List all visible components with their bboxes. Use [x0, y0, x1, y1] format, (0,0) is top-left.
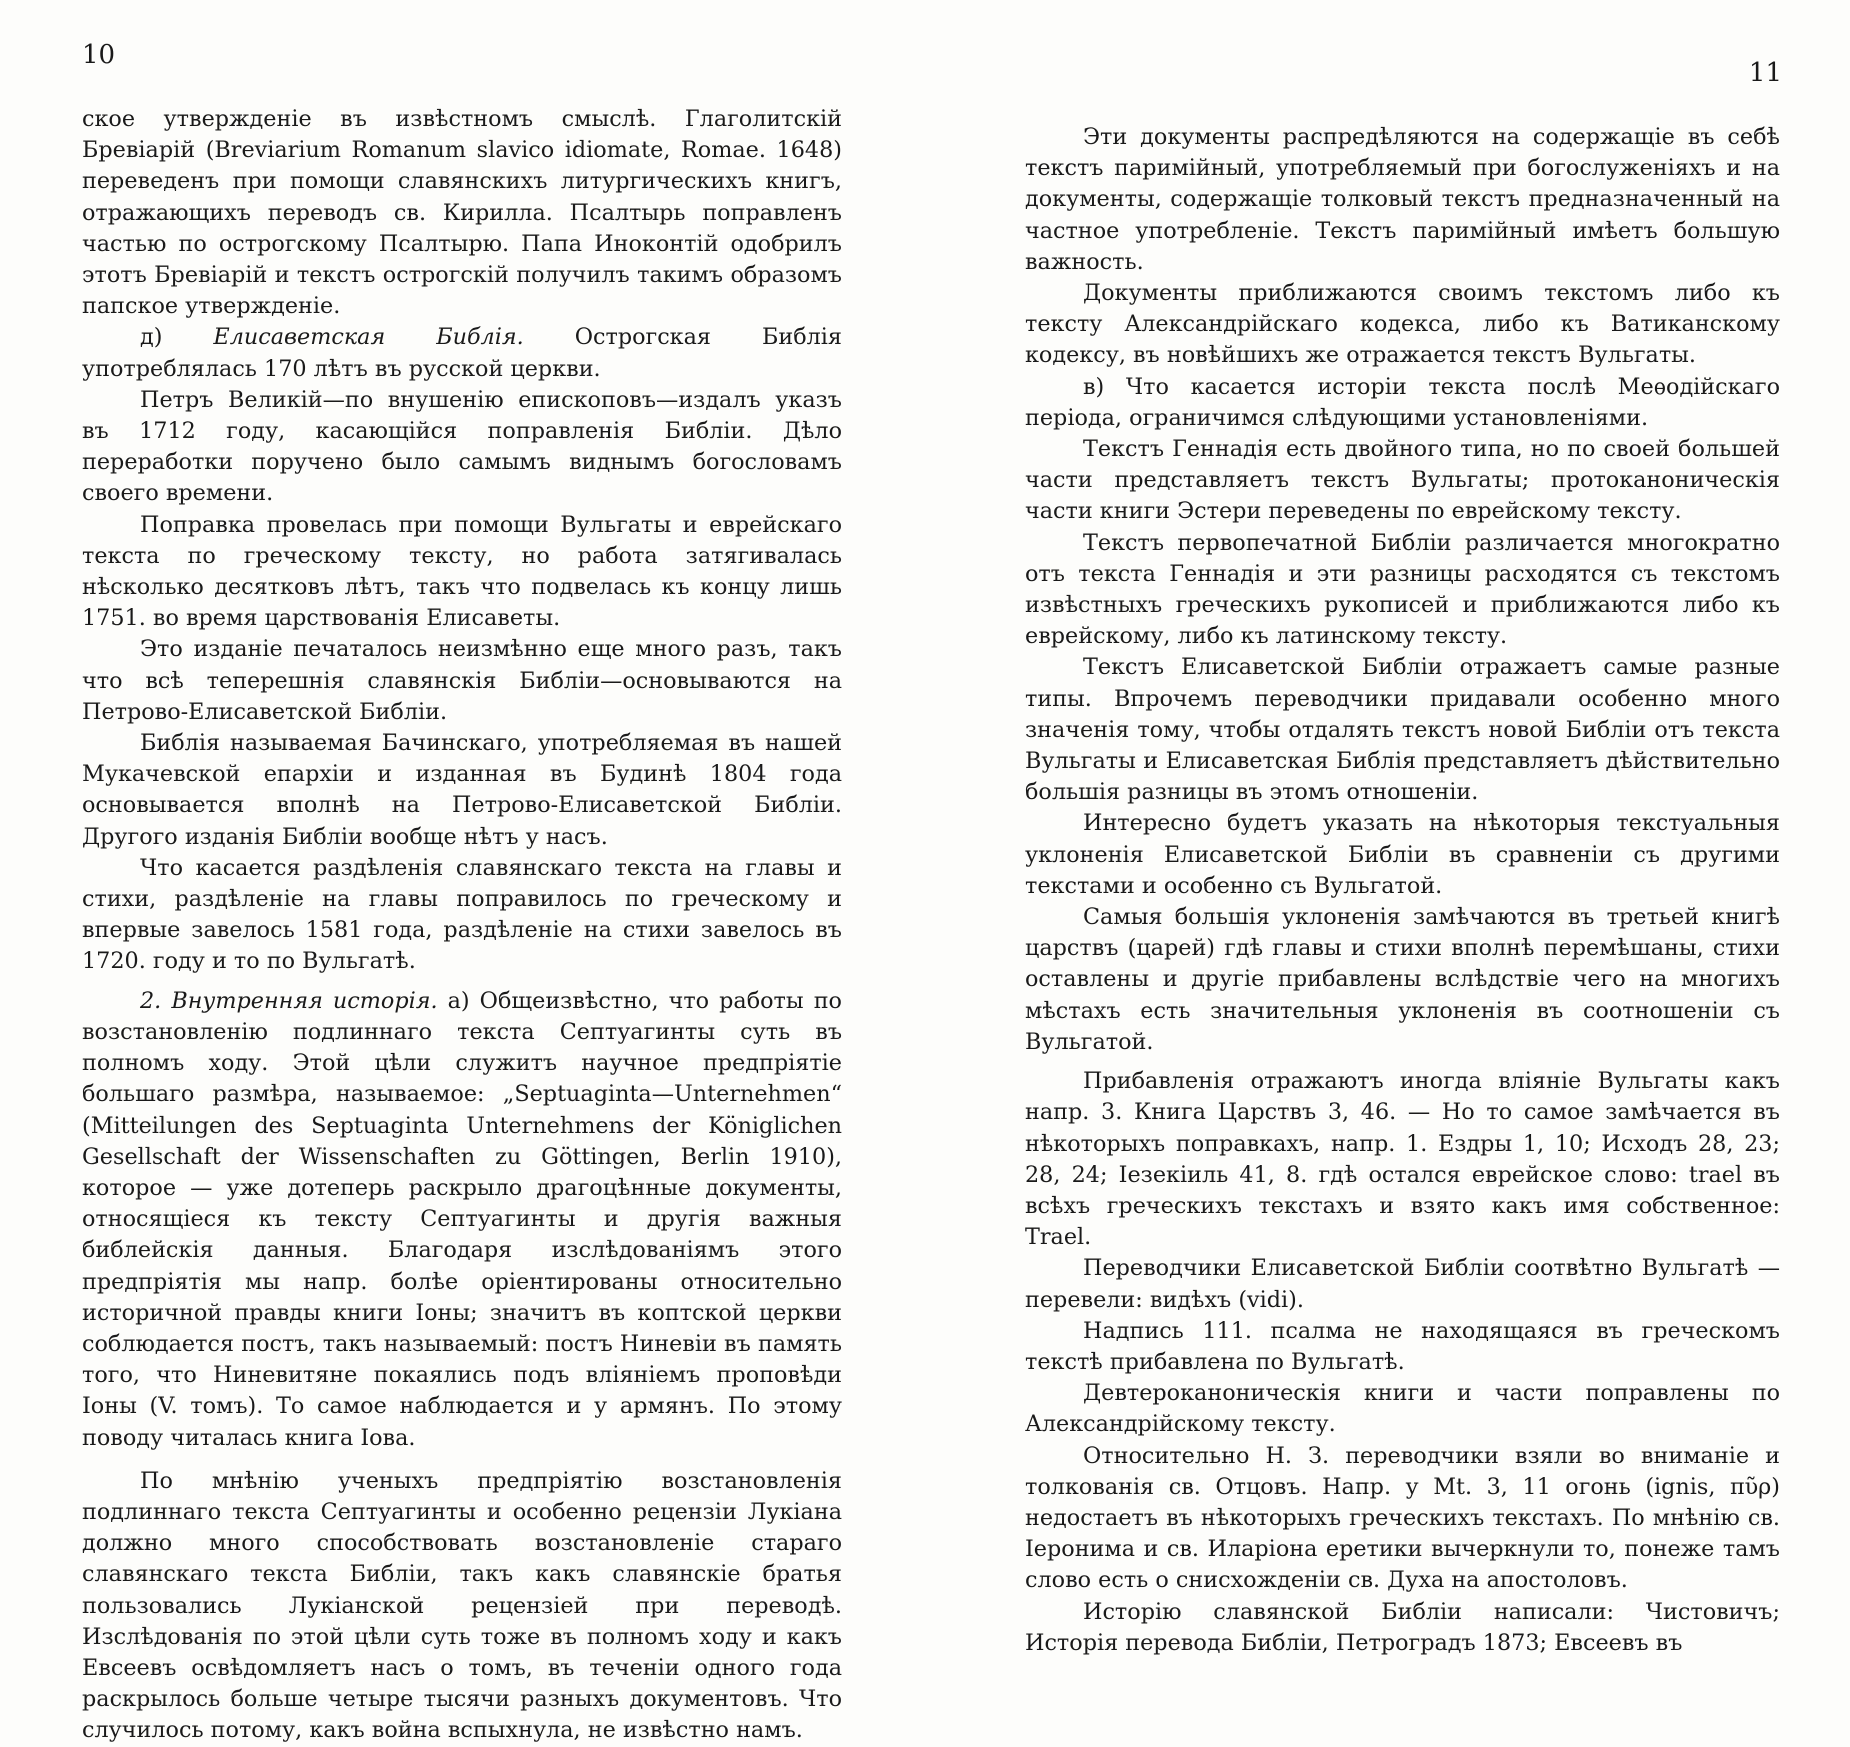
paragraph: Исторію славянской Библіи написали: Чистовичъ; Исторія перевода Библіи, Петроградъ 1873; Евсеевъ въ [1025, 1598, 1780, 1656]
paragraph: Что касается раздѣленія славянскаго текста на главы и стихи, раздѣленіе на главы поправилось по греческому и впервые завелось 1581 года, раздѣленіе на стихи завелось въ 1720. году и то по Вульгатѣ. [82, 854, 842, 975]
paragraph: Переводчики Елисаветской Библіи соотвѣтно Вульгатѣ — перевели: видѣхъ (vidi). [1025, 1255, 1780, 1313]
section-heading: 2. Внутренняя исторія. [140, 987, 438, 1014]
list-marker: д) [140, 324, 214, 351]
paragraph-body: а) Общеизвѣстно, что работы по возстановленію подлиннаго текста Септуагинты суть въ полномъ ходу. Этой цѣли служитъ научное предпріятіе большаго размѣра, называемое: „Septuaginta—Unternehmen“ (Mitteilungen des Septuaginta Unternehmens der Königlichen Gesellschaft der Wissenschaften zu Göttingen, Berlin 1910), которое — уже дотеперь раскрыло драгоцѣнные документы, относящіеся къ тексту Септуагинты и другія важныя библейскія данныя. Благодаря изслѣдованіямъ этого предпріятія мы напр. болѣе оріентированы относительно историчной правды книги Іоны; значитъ въ коптской церкви соблюдается постъ, такъ называемый: постъ Ниневіи въ память того, что Ниневитяне покаялись подъ вліяніемъ проповѣди Іоны (V. томъ). То самое наблюдается и у армянъ. По этому поводу читалась книга Іова. [82, 987, 842, 1451]
paragraph: Надпись 111. псалма не находящаяся въ греческомъ текстѣ прибавлена по Вульгатѣ. [1025, 1317, 1780, 1375]
left-page-text [82, 104, 842, 1747]
paragraph: Это изданіе печаталось неизмѣнно еще много разъ, такъ что всѣ теперешнія славянскія Библіи—основываются на Петрово-Елисаветской Библіи. [82, 636, 842, 725]
paragraph: Текстъ Геннадія есть двойного типа, но по своей большей части представляетъ текстъ Вульгаты; протоканоническія части книги Эстери переведены по еврейскому тексту. [1025, 436, 1780, 525]
paragraph [82, 322, 842, 384]
paragraph: Девтероканоническія книги и части поправлены по Александрійскому тексту. [1025, 1380, 1780, 1438]
paragraph: Текстъ Елисаветской Библіи отражаетъ самые разные типы. Впрочемъ переводчики придавали особенно много значенія тому, чтобы отдалять текстъ новой Библіи отъ текста Вульгаты и Елисаветская Библія представляетъ дѣйствительно большія разницы въ этомъ отношеніи. [1025, 654, 1780, 806]
paragraph [82, 986, 842, 1454]
paragraph: По мнѣнію ученыхъ предпріятію возстановленія подлиннаго текста Септуагинты и особенно рецензіи Лукіана должно много способствовать возстановленіе стараго славянскаго текста Библіи, такъ какъ славянскіе братья пользовались Лукіанской рецензіей при переводѣ. Изслѣдованія по этой цѣли суть тоже въ полномъ ходу и какъ Евсеевъ освѣдомляетъ насъ о томъ, въ теченіи одного года раскрылось больше четыре тысячи разныхъ документовъ. Что случилось потому, какъ война вспыхнула, не извѣстно намъ. [82, 1467, 842, 1744]
paragraph: Библія называемая Бачинскаго, употребляемая въ нашей Мукачевской епархіи и изданная въ Будинѣ 1804 года основывается вполнѣ на Петрово-Елисаветской Библіи. Другого изданія Библіи вообще нѣтъ у насъ. [82, 730, 842, 850]
paragraph: Текстъ первопечатной Библіи различается многократно отъ текста Геннадія и эти разницы расходятся съ текстомъ извѣстныхъ греческихъ рукописей и приближаются либо къ еврейскому, либо къ латинскому тексту. [1025, 529, 1780, 650]
right-page-text [1025, 122, 1780, 1659]
section-heading: Елисаветская Библія. [213, 324, 524, 351]
page-number-right: 11 [1748, 58, 1782, 88]
paragraph: в) Что касается исторіи текста послѣ Меѳодійскаго періода, ограничимся слѣдующими установленіями. [1025, 373, 1780, 431]
paragraph: Прибавленія отражаютъ иногда вліяніе Вульгаты какъ напр. 3. Книга Царствъ 3, 46. — Но то самое замѣчается въ нѣкоторыхъ поправкахъ, напр. 1. Ездры 1, 10; Исходъ 28, 23; 28, 24; Іезекіиль 41, 8. гдѣ остался еврейское слово: trael въ всѣхъ греческихъ текстахъ и взято какъ имя собственное: Trael. [1025, 1068, 1780, 1251]
right-page [925, 0, 1850, 1656]
paragraph: Интересно будетъ указать на нѣкоторыя текстуальныя уклоненія Елисаветской Библіи въ сравненіи съ другими текстами и особенно съ Вульгатой. [1025, 810, 1780, 899]
paragraph: Эти документы распредѣляются на содержащіе въ себѣ текстъ паримійный, употребляемый при богослуженіяхъ и на документы, содержащіе толковый текстъ предназначенный на частное употребленіе. Текстъ паримійный имѣетъ большую важность. [1025, 124, 1780, 275]
paragraph: Поправка провелась при помощи Вульгаты и еврейскаго текста по греческому тексту, но работа затягивалась нѣсколько десятковъ лѣтъ, такъ что подвелась къ концу лишь 1751. во время царствованія Елисаветы. [82, 511, 842, 632]
paragraph: Петръ Великій—по внушенію епископовъ—издалъ указъ въ 1712 году, касающійся поправленія Библіи. Дѣло переработки поручено было самымъ виднымъ богословамъ своего времени. [82, 386, 842, 507]
page-number-left: 10 [82, 40, 116, 70]
paragraph: Самыя большія уклоненія замѣчаются въ третьей книгѣ царствъ (царей) гдѣ главы и стихи вполнѣ перемѣшаны, стихи оставлены и другіе прибавлены вслѣдствіе чего на многихъ мѣстахъ есть значительныя уклоненія въ соотношеніи съ Вульгатой. [1025, 904, 1780, 1055]
left-page [0, 0, 925, 1744]
paragraph: Документы приближаются своимъ текстомъ либо къ тексту Александрійскаго кодекса, либо къ Ватиканскому кодексу, въ новѣйшихъ же отражается текстъ Вульгаты. [1025, 280, 1780, 369]
paragraph-body: Острогская Библія употреблялась 170 лѣтъ въ русской церкви. [82, 324, 842, 382]
paragraph: Относительно Н. З. переводчики взяли во вниманіе и толкованія св. Отцовъ. Напр. у Mt. 3, 11 огонь (ignis, πῦρ) недостаетъ въ нѣкоторыхъ греческихъ текстахъ. По мнѣнію св. Іеронима и св. Иларіона еретики вычеркнули то, понеже тамъ слово есть о снисхожденіи св. Духа на апостоловъ. [1025, 1442, 1780, 1594]
paragraph: ское утвержденіе въ извѣстномъ смыслѣ. Глаголитскій Бревіарій (Breviarium Romanum slavico idiomate, Romae. 1648) переведенъ при помощи славянскихъ литургическихъ книгъ, отражающихъ переводъ св. Кирилла. Псалтырь поправленъ частью по острогскому Псалтырю. Папа Иноконтій одобрилъ этотъ Бревіарій и текстъ острогскій получилъ такимъ образомъ папское утвержденіе. [82, 106, 842, 320]
